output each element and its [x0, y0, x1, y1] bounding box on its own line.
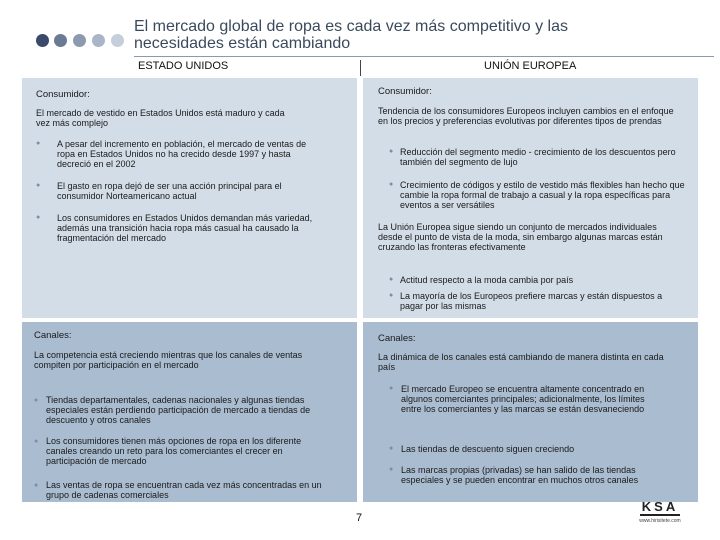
eu-channels-bullet-1: El mercado Europeo se encuentra altamente concentrado en algunos comerciantes principales; adicionalmente, los límites entre los comerciantes y las marcas se están desvaneciendo — [401, 384, 645, 414]
bullet-icon: ● — [34, 397, 39, 404]
us-consumer-intro: El mercado de vestido en Estados Unidos está maduro y cada vez más complejo — [36, 108, 285, 128]
bullet-icon: ● — [389, 181, 394, 188]
dot-4 — [92, 34, 105, 47]
eu-consumer-bullet-1: Reducción del segmento medio - crecimiento de los descuentos pero también del segmento de lujo — [400, 147, 676, 167]
decorative-dots — [36, 34, 128, 48]
title-line-1: El mercado global de ropa es cada vez más competitivo y las — [134, 18, 568, 35]
eu-consumer-heading: Consumidor: — [378, 86, 432, 97]
us-channels-bullet-1: Tiendas departamentales, cadenas nacionales y algunas tiendas especiales están perdiendo participación de mercado a tiendas de descuento y otros canales — [46, 395, 311, 425]
dot-3 — [73, 34, 86, 47]
bullet-icon: ● — [36, 182, 41, 189]
bullet-icon: ● — [389, 466, 394, 473]
us-channels-bullet-3: Las ventas de ropa se encuentran cada vez más concentradas en un grupo de cadenas comerciales — [46, 480, 322, 500]
eu-consumer-intro-2: La Unión Europea sigue siendo un conjunto de mercados individuales desde el punto de vista de la moda, sin embargo algunas marcas están cruzando las fronteras efectivamente — [378, 222, 663, 252]
page-number: 7 — [356, 512, 363, 524]
page-title — [134, 18, 714, 52]
ksa-logo — [632, 500, 688, 528]
bullet-icon: ● — [389, 385, 394, 392]
us-consumer-bullet-2: El gasto en ropa dejó de ser una acción principal para el consumidor Norteamericano actual — [57, 181, 282, 201]
bullet-icon: ● — [34, 482, 39, 489]
us-consumer-bullet-3: Los consumidores en Estados Unidos demandan más variedad, además una transición hacia ropa más casual ha causado la fragmentación del mercado — [57, 213, 313, 243]
bullet-icon: ● — [389, 276, 394, 283]
eu-consumer-intro: Tendencia de los consumidores Europeos incluyen cambios en el enfoque en los precios y preferencias evolutivas por diferentes tipos de prendas — [378, 106, 674, 126]
us-channels-bullet-2: Los consumidores tienen más opciones de ropa en los diferente canales creando un reto para los comerciantes el crecer en participación de mercado — [46, 436, 302, 466]
logo-bar — [640, 514, 680, 516]
dot-1 — [36, 34, 49, 47]
logo-mark: KSA — [641, 499, 679, 514]
us-channels-heading: Canales: — [34, 330, 72, 341]
eu-consumer-bullet-2: Crecimiento de códigos y estilo de vestido más flexibles han hecho que cambie la ropa formal de trabajo a casual y la ropa específicas para eventos a ser versátiles — [400, 180, 685, 210]
eu-channels-bullet-3: Las marcas propias (privadas) se han salido de las tiendas especiales y se pueden encontrar en muchos otros canales — [401, 465, 639, 485]
bullet-icon: ● — [389, 445, 394, 452]
bullet-icon: ● — [389, 148, 394, 155]
eu-channels-bullet-2: Las tiendas de descuento siguen creciendo — [401, 444, 575, 454]
us-consumer-bullet-1: A pesar del incremento en población, el mercado de ventas de ropa en Estados Unidos no ha crecido desde 1997 y hasta decreció en el 2002 — [57, 139, 307, 169]
column-header-eu: UNIÓN EUROPEA — [484, 60, 577, 72]
eu-consumer-bullet-3: Actitud respecto a la moda cambia por país — [400, 275, 574, 285]
bullet-icon: ● — [389, 292, 394, 299]
eu-channels-heading: Canales: — [378, 333, 416, 344]
eu-consumer-panel — [363, 78, 698, 318]
us-channels-intro: La competencia está creciendo mientras que los canales de ventas compiten por participación en el mercado — [34, 350, 303, 370]
title-line-2: necesidades están cambiando — [134, 35, 351, 52]
us-channels-panel — [22, 322, 357, 502]
column-divider — [360, 60, 361, 76]
eu-consumer-bullet-4: La mayoría de los Europeos prefiere marcas y están dispuestos a pagar por las mismas — [400, 291, 663, 311]
bullet-icon: ● — [36, 214, 41, 221]
bullet-icon: ● — [34, 438, 39, 445]
eu-channels-intro: La dinámica de los canales está cambiando de manera distinta en cada país — [378, 352, 664, 372]
dot-2 — [54, 34, 67, 47]
bullet-icon: ● — [36, 140, 41, 147]
dot-5 — [111, 34, 124, 47]
us-consumer-heading: Consumidor: — [36, 89, 90, 100]
title-divider — [134, 56, 714, 57]
us-consumer-panel — [22, 78, 357, 318]
column-header-us: ESTADO UNIDOS — [138, 60, 229, 72]
logo-subtitle: www.hirisitete.com — [639, 518, 681, 524]
eu-channels-panel — [363, 322, 698, 502]
